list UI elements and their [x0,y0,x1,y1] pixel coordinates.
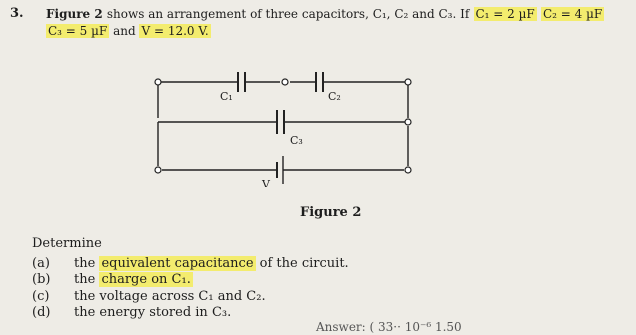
part-a-label: (a) [32,256,50,271]
part-b-text: the charge on C₁. [74,272,191,287]
c2-label: C₂ [328,90,341,103]
and-word: and [113,24,136,38]
part-d-label: (d) [32,305,51,320]
question-text: shows an arrangement of three capacitors, C₁, C₂ and C₃. If [106,7,470,21]
part-c-label: (c) [32,289,50,304]
c3-label: C₃ [290,134,303,147]
part-a-highlight: equivalent capacitance [101,256,254,271]
part-a-text: the equivalent capacitance of the circuit. [74,256,349,271]
cut-off-answer-text: Answer: ( 33·· 10⁻⁶ 1.50 [316,320,462,334]
figure-caption: Figure 2 [300,205,362,220]
part-d-text: the energy stored in C₃. [74,305,232,320]
question-line-1 [46,7,604,21]
part-c-text: the voltage across C₁ and C₂. [74,289,266,304]
determine-heading: Determine [32,236,102,251]
circuit-diagram [140,62,430,187]
question-number: 3. [10,6,24,21]
part-b-highlight: charge on C₁. [101,272,191,287]
given-c2: C₂ = 4 µF [542,7,603,21]
given-v: V = 12.0 V. [141,24,209,38]
battery-label: V [262,178,270,187]
c1-label: C₁ [220,90,233,103]
given-c3: C₃ = 5 µF [48,24,108,38]
question-line-2 [46,24,211,38]
part-b-label: (b) [32,272,51,287]
figure-reference: Figure 2 [46,7,103,21]
given-c1: C₁ = 2 µF [475,7,535,21]
